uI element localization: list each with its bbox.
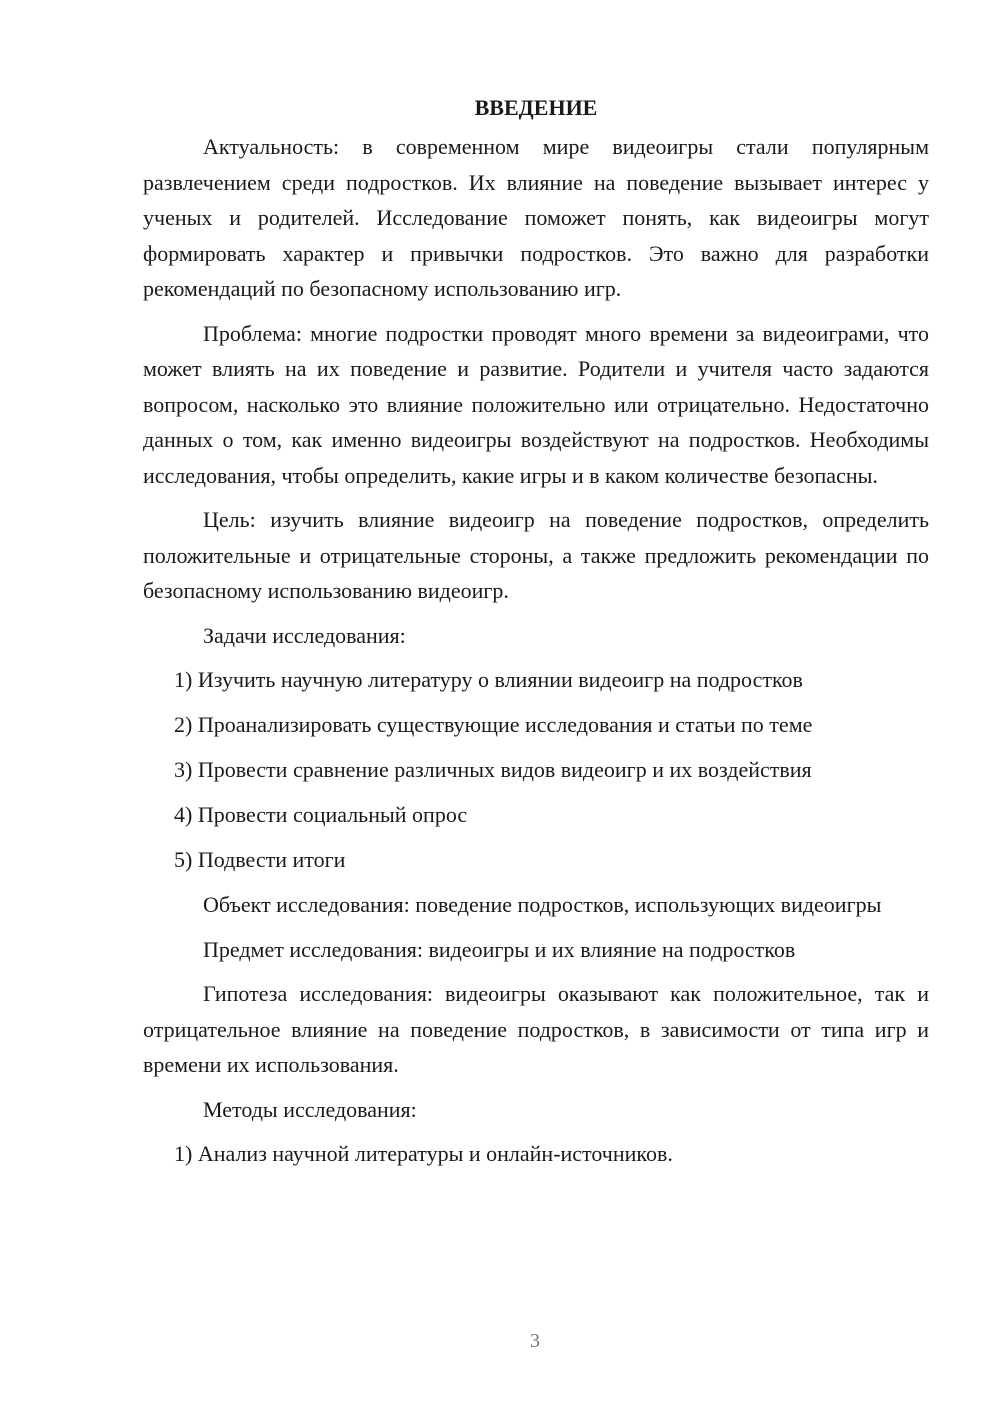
- tasks-heading: Задачи исследования:: [203, 622, 406, 648]
- tasks-list: [143, 662, 929, 878]
- task-item: 4) Провести социальный опрос: [174, 802, 468, 827]
- task-item: 5) Подвести итоги: [174, 847, 346, 872]
- object-paragraph: Объект исследования: поведение подростков, использующих видеоигры: [203, 892, 882, 917]
- page-title: ВВЕДЕНИЕ: [474, 95, 598, 120]
- methods-heading: Методы исследования:: [203, 1096, 417, 1122]
- task-item: 2) Проанализировать существующие исследования и статьи по теме: [174, 712, 813, 737]
- problem-paragraph: Проблема: многие подростки проводят много времени за видеоиграми, что может влиять на их поведение и развитие. Родители и учителя часто задаются вопросом, насколько это влияние положительно или отрицательно. Недостаточно данных о том, как именно видеоигры воздействуют на подростков. Необходимы исследования, чтобы определить, какие игры и в каком количестве безопасны.: [143, 320, 929, 488]
- hypothesis-paragraph: Гипотеза исследования: видеоигры оказывают как положительное, так и отрицательное влияние на поведение подростков, в зависимости от типа игр и времени их использования.: [143, 981, 929, 1077]
- relevance-paragraph: Актуальность: в современном мире видеоигры стали популярным развлечением среди подростков. Их влияние на поведение вызывает интерес у ученых и родителей. Исследование поможет понять, как видеоигры могут формировать характер и привычки подростков. Это важно для разработки рекомендаций по безопасному использованию игр.: [143, 134, 929, 301]
- subject-paragraph: Предмет исследования: видеоигры и их влияние на подростков: [203, 936, 796, 962]
- task-item: 3) Провести сравнение различных видов видеоигр и их воздействия: [174, 757, 812, 782]
- goal-paragraph: Цель: изучить влияние видеоигр на поведение подростков, определить положительные и отрицательные стороны, а также предложить рекомендации по безопасному использованию видеоигр.: [143, 507, 929, 603]
- task-item: 1) Изучить научную литературу о влиянии видеоигр на подростков: [174, 667, 803, 692]
- page-number: 3: [530, 1330, 540, 1352]
- methods-list: [143, 1136, 929, 1172]
- method-item: 1) Анализ научной литературы и онлайн-источников.: [174, 1141, 673, 1166]
- document-body: [143, 90, 929, 1181]
